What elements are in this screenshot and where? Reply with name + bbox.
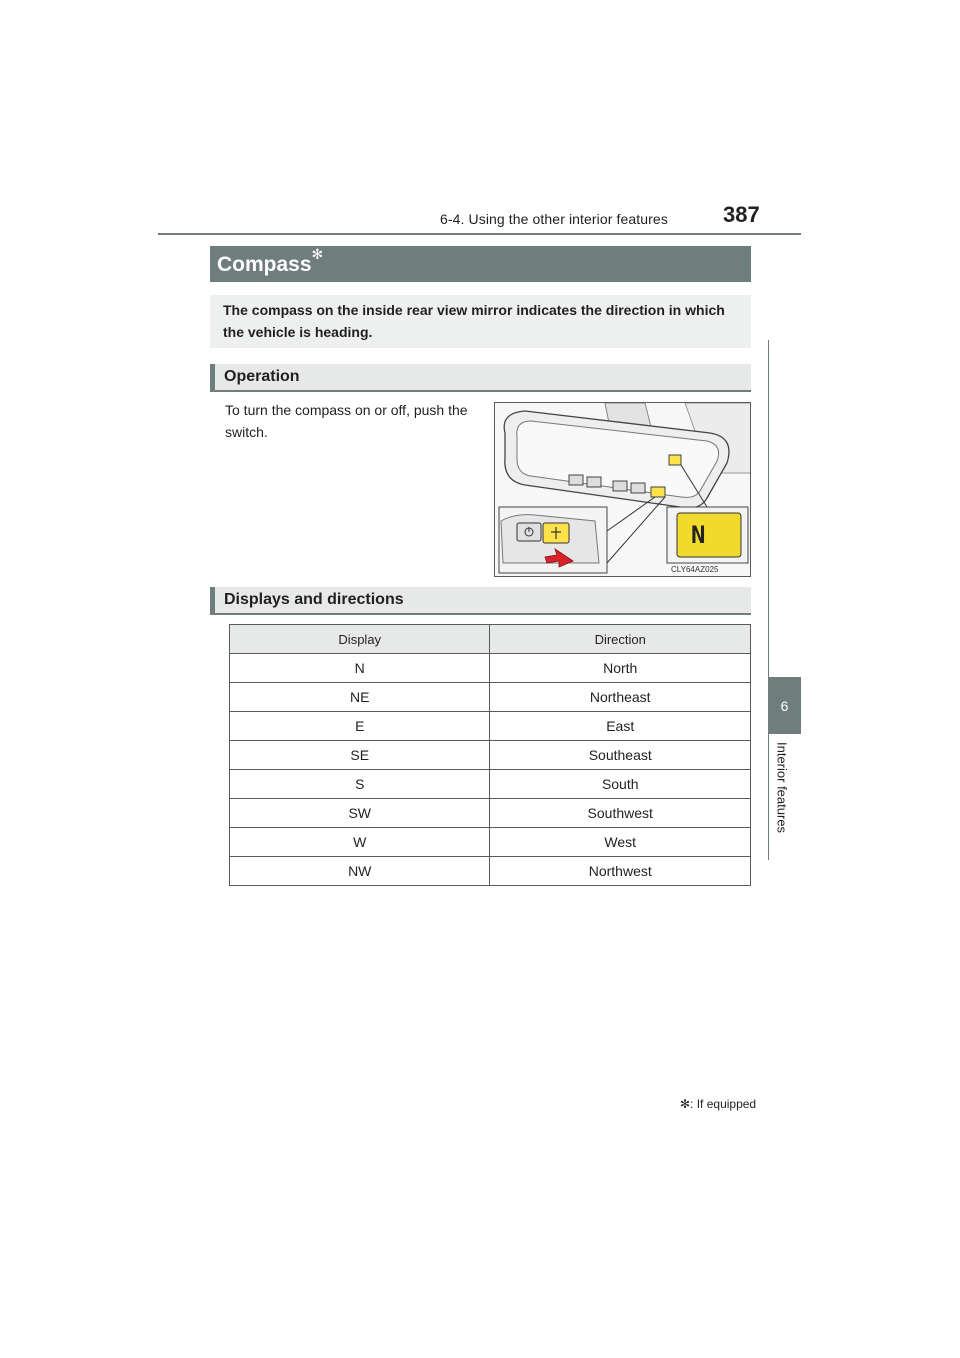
- display-cell: S: [230, 770, 490, 799]
- display-cell: N: [230, 654, 490, 683]
- table-row: [230, 857, 751, 886]
- title-text: Compass: [217, 253, 312, 276]
- column-header-direction: Direction: [490, 625, 751, 654]
- direction-cell: East: [490, 712, 751, 741]
- display-cell: E: [230, 712, 490, 741]
- direction-cell: Northwest: [490, 857, 751, 886]
- table-row: [230, 770, 751, 799]
- operation-heading: Operation: [210, 364, 751, 392]
- display-cell: SW: [230, 799, 490, 828]
- display-cell: SE: [230, 741, 490, 770]
- column-header-display: Display: [230, 625, 490, 654]
- table-header-row: [230, 625, 751, 654]
- table-row: [230, 741, 751, 770]
- table-row: [230, 712, 751, 741]
- table-row: [230, 799, 751, 828]
- section-title: 6-4. Using the other interior features: [440, 211, 668, 227]
- mirror-illustration: [494, 402, 751, 577]
- table-row: [230, 654, 751, 683]
- direction-cell: Southeast: [490, 741, 751, 770]
- direction-cell: West: [490, 828, 751, 857]
- chapter-label: Interior features: [774, 742, 790, 834]
- table-row: [230, 828, 751, 857]
- operation-body: To turn the compass on or off, push the switch.: [225, 402, 468, 440]
- display-cell: NW: [230, 857, 490, 886]
- page-title: [210, 246, 751, 282]
- displays-heading: Displays and directions: [210, 587, 751, 615]
- chapter-number: 6: [780, 697, 789, 714]
- direction-cell: Northeast: [490, 683, 751, 712]
- display-cell: NE: [230, 683, 490, 712]
- direction-cell: Southwest: [490, 799, 751, 828]
- directions-table: [229, 624, 751, 886]
- display-cell: W: [230, 828, 490, 857]
- footnote: ✻: If equipped: [680, 1097, 757, 1111]
- figure-code: CLY64AZ025: [671, 565, 719, 574]
- side-rule: [768, 340, 769, 860]
- direction-cell: South: [490, 770, 751, 799]
- page-number: 387: [723, 202, 760, 227]
- if-equipped-marker: ✻: [311, 246, 324, 262]
- table-row: [230, 683, 751, 712]
- svg-text:N: N: [691, 521, 706, 549]
- header-rule: [158, 233, 801, 235]
- direction-cell: North: [490, 654, 751, 683]
- chapter-tab[interactable]: [768, 677, 801, 734]
- intro-text: The compass on the inside rear view mirror indicates the direction in which the vehicle is heading.: [210, 295, 751, 348]
